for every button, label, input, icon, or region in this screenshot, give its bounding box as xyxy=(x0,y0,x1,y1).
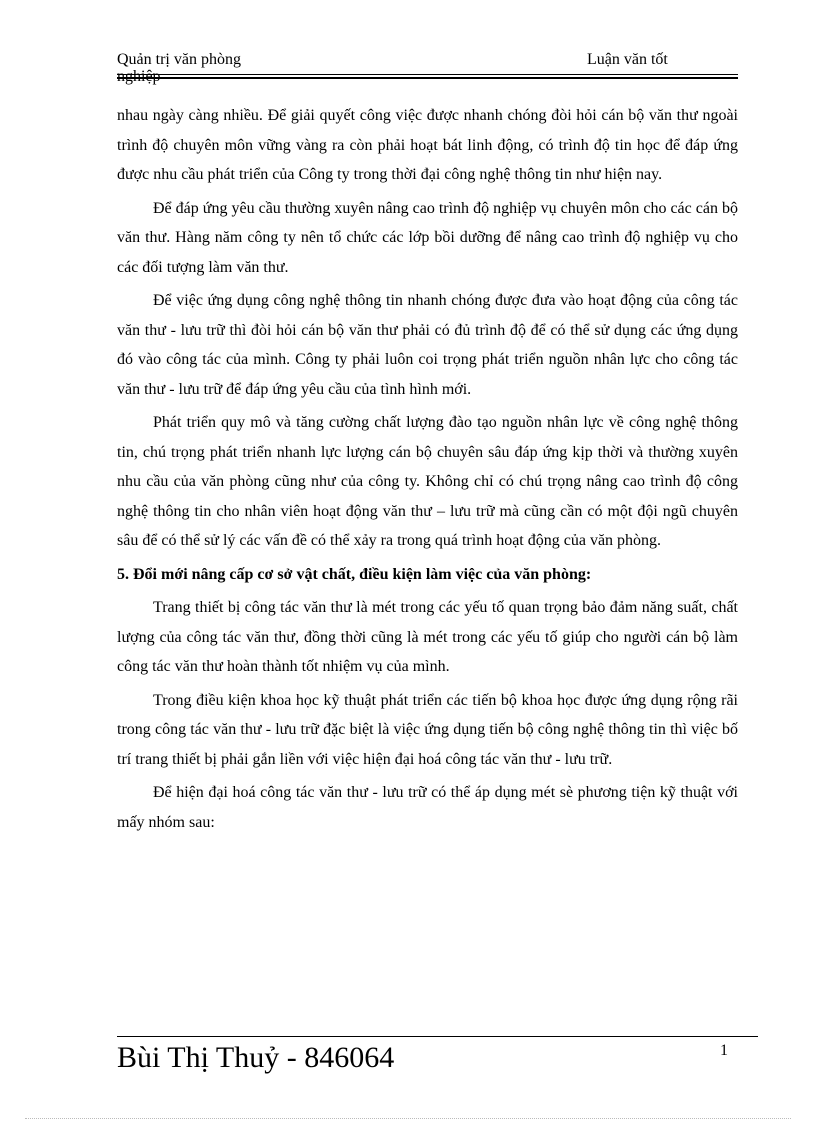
paragraph-7: Để hiện đại hoá công tác văn thư - lưu trữ có thể áp dụng mét sè phương tiện kỹ thuật với mấy nhóm sau: xyxy=(117,784,738,831)
header-left-line1: Quản trị văn phòng xyxy=(117,51,241,68)
paragraph-4: Phát triển quy mô và tăng cường chất lượng đào tạo nguồn nhân lực về công nghệ thông tin, chú trọng phát triển nhanh lực lượng cán bộ chuyên sâu đáp ứng kịp thời và thường xuyên nhu cầu của văn phòng cũng như của công ty. Không chỉ có chú trọng nâng cao trình độ công nghệ thông tin cho nhân viên hoạt động văn thư – lưu trữ mà cũng cần có một đội ngũ chuyên sâu để có thể sử lý các vấn đề có thể xảy ra trong quá trình hoạt động của văn phòng. xyxy=(117,414,738,549)
paragraph-6: Trong điều kiện khoa học kỹ thuật phát triển các tiến bộ khoa học được ứng dụng rộng rãi trong công tác văn thư - lưu trữ đặc biệt là việc ứng dụng tiến bộ công nghệ thông tin thì việc bố trí trang thiết bị phải gắn liền với việc hiện đại hoá công tác văn thư - lưu trữ. xyxy=(117,691,738,768)
page-bottom-divider xyxy=(25,1118,791,1119)
paragraph-3: Để việc ứng dụng công nghệ thông tin nhanh chóng được đưa vào hoạt động của công tác văn thư - lưu trữ thì đòi hỏi cán bộ văn thư phải có đủ trình độ để có thể sử dụng các ứng dụng đó vào công tác của mình. Công ty phải luôn coi trọng phát triển nguồn nhân lực cho công tác văn thư - lưu trữ để đáp ứng yêu cầu của tình hình mới. xyxy=(117,292,738,398)
header-rule-thick xyxy=(117,77,738,79)
header-right: Luận văn tốt xyxy=(587,51,668,68)
header-rule-thin xyxy=(117,74,738,75)
header-left-line2: nghiệp xyxy=(117,68,161,85)
paragraph-1: nhau ngày càng nhiều. Để giải quyết công việc được nhanh chóng đòi hỏi cán bộ văn thư ngoài trình độ chuyên môn vững vàng ra còn phải hoạt bát linh động, có trình độ tin học để đáp ứng được nhu cầu phát triển của Công ty trong thời đại công nghệ thông tin như hiện nay. xyxy=(117,107,738,183)
paragraph-2: Để đáp ứng yêu cầu thường xuyên nâng cao trình độ nghiệp vụ chuyên môn cho các cán bộ văn thư. Hàng năm công ty nên tổ chức các lớp bồi dưỡng để nâng cao trình độ nghiệp vụ cho các đối tượng làm văn thư. xyxy=(117,199,738,276)
document-body xyxy=(117,101,738,841)
header-left xyxy=(117,50,241,87)
section-heading: 5. Đổi mới nâng cấp cơ sở vật chất, điều kiện làm việc của văn phòng: xyxy=(117,565,592,583)
footer-author: Bùi Thị Thuỷ - 846064 xyxy=(117,1041,395,1074)
paragraph-5: Trang thiết bị công tác văn thư là mét trong các yếu tố quan trọng bảo đảm năng suất, chất lượng của công tác văn thư, đồng thời cũng là mét trong các yếu tố giúp cho người cán bộ làm công tác văn thư hoàn thành tốt nhiệm vụ của mình. xyxy=(117,599,738,675)
footer-rule xyxy=(117,1036,758,1037)
page-number: 1 xyxy=(720,1042,728,1059)
